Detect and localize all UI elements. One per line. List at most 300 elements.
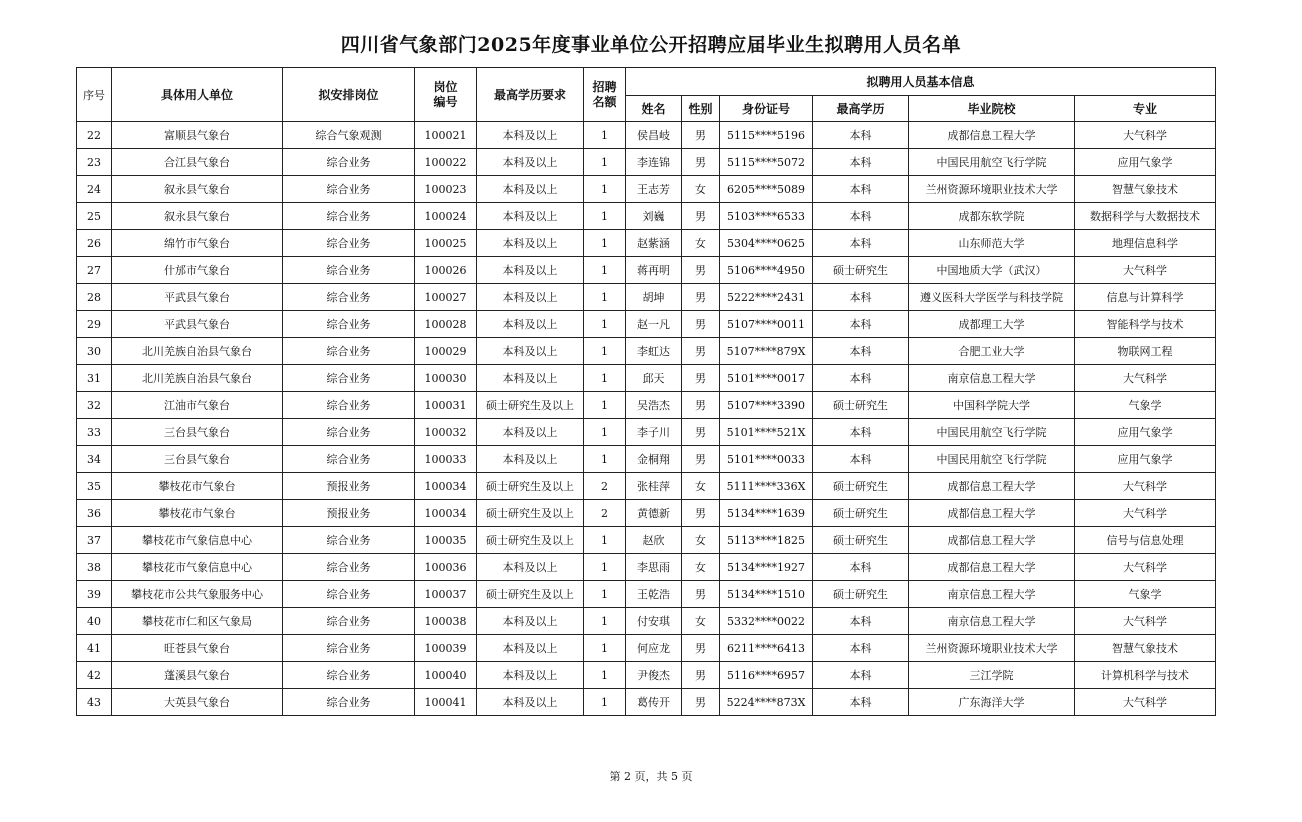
cell-unit: 攀枝花市气象台 — [112, 500, 283, 527]
cell-post: 综合业务 — [283, 635, 415, 662]
cell-name: 葛传开 — [626, 689, 682, 716]
cell-school: 成都信息工程大学 — [909, 554, 1075, 581]
cell-code: 100029 — [415, 338, 477, 365]
col-header-group-basic-info: 拟聘用人员基本信息 — [626, 68, 1216, 96]
cell-requirement: 本科及以上 — [477, 635, 584, 662]
cell-school: 中国科学院大学 — [909, 392, 1075, 419]
cell-major: 大气科学 — [1075, 608, 1216, 635]
cell-code: 100028 — [415, 311, 477, 338]
cell-requirement: 本科及以上 — [477, 446, 584, 473]
cell-education: 本科 — [813, 446, 909, 473]
table-row — [77, 419, 1216, 446]
cell-post: 综合业务 — [283, 257, 415, 284]
cell-school: 成都理工大学 — [909, 311, 1075, 338]
cell-no: 32 — [77, 392, 112, 419]
cell-name: 蒋再明 — [626, 257, 682, 284]
cell-major: 气象学 — [1075, 392, 1216, 419]
cell-id: 6205****5089 — [720, 176, 813, 203]
cell-major: 大气科学 — [1075, 122, 1216, 149]
cell-code: 100034 — [415, 473, 477, 500]
cell-post: 综合业务 — [283, 419, 415, 446]
cell-code: 100021 — [415, 122, 477, 149]
cell-school: 中国民用航空飞行学院 — [909, 419, 1075, 446]
table-row — [77, 338, 1216, 365]
cell-requirement: 硕士研究生及以上 — [477, 473, 584, 500]
cell-major: 计算机科学与技术 — [1075, 662, 1216, 689]
cell-school: 兰州资源环境职业技术大学 — [909, 635, 1075, 662]
cell-gender: 男 — [682, 635, 720, 662]
cell-id: 5134****1927 — [720, 554, 813, 581]
cell-requirement: 硕士研究生及以上 — [477, 392, 584, 419]
cell-education: 本科 — [813, 203, 909, 230]
cell-name: 张桂萍 — [626, 473, 682, 500]
cell-name: 胡坤 — [626, 284, 682, 311]
cell-id: 5222****2431 — [720, 284, 813, 311]
cell-major: 信息与计算科学 — [1075, 284, 1216, 311]
cell-education: 硕士研究生 — [813, 473, 909, 500]
col-header-requirement: 最高学历要求 — [477, 68, 584, 122]
cell-id: 6211****6413 — [720, 635, 813, 662]
cell-code: 100033 — [415, 446, 477, 473]
cell-code: 100037 — [415, 581, 477, 608]
cell-school: 中国民用航空飞行学院 — [909, 446, 1075, 473]
table-row — [77, 608, 1216, 635]
cell-id: 5103****6533 — [720, 203, 813, 230]
table-body — [77, 122, 1216, 716]
cell-unit: 平武县气象台 — [112, 284, 283, 311]
cell-education: 本科 — [813, 689, 909, 716]
cell-major: 数据科学与大数据技术 — [1075, 203, 1216, 230]
col-header-school: 毕业院校 — [909, 96, 1075, 122]
cell-code: 100041 — [415, 689, 477, 716]
cell-requirement: 本科及以上 — [477, 122, 584, 149]
cell-gender: 男 — [682, 500, 720, 527]
cell-no: 28 — [77, 284, 112, 311]
cell-unit: 三台县气象台 — [112, 446, 283, 473]
cell-id: 5106****4950 — [720, 257, 813, 284]
table-header — [77, 68, 1216, 122]
cell-post: 综合业务 — [283, 392, 415, 419]
cell-code: 100030 — [415, 365, 477, 392]
cell-name: 赵紫涵 — [626, 230, 682, 257]
col-header-code-line2: 编号 — [433, 94, 458, 109]
cell-name: 李虹达 — [626, 338, 682, 365]
cell-name: 何应龙 — [626, 635, 682, 662]
cell-id: 5113****1825 — [720, 527, 813, 554]
cell-quota: 2 — [584, 500, 626, 527]
cell-major: 气象学 — [1075, 581, 1216, 608]
cell-id: 5134****1510 — [720, 581, 813, 608]
cell-quota: 1 — [584, 284, 626, 311]
col-header-code-line1: 岗位 — [433, 79, 458, 94]
cell-education: 本科 — [813, 635, 909, 662]
cell-gender: 男 — [682, 392, 720, 419]
cell-gender: 男 — [682, 311, 720, 338]
cell-no: 23 — [77, 149, 112, 176]
cell-code: 100024 — [415, 203, 477, 230]
cell-major: 智能科学与技术 — [1075, 311, 1216, 338]
cell-requirement: 本科及以上 — [477, 662, 584, 689]
cell-education: 本科 — [813, 365, 909, 392]
cell-school: 中国地质大学（武汉） — [909, 257, 1075, 284]
cell-unit: 蓬溪县气象台 — [112, 662, 283, 689]
cell-gender: 男 — [682, 203, 720, 230]
cell-no: 30 — [77, 338, 112, 365]
col-header-no: 序号 — [77, 68, 112, 122]
table-row — [77, 500, 1216, 527]
col-header-quota-line1: 招聘 — [592, 79, 617, 94]
cell-education: 本科 — [813, 230, 909, 257]
cell-education: 本科 — [813, 554, 909, 581]
cell-requirement: 本科及以上 — [477, 230, 584, 257]
cell-requirement: 本科及以上 — [477, 554, 584, 581]
cell-quota: 1 — [584, 581, 626, 608]
cell-major: 大气科学 — [1075, 473, 1216, 500]
cell-education: 硕士研究生 — [813, 257, 909, 284]
cell-unit: 攀枝花市气象台 — [112, 473, 283, 500]
cell-requirement: 本科及以上 — [477, 608, 584, 635]
cell-gender: 男 — [682, 689, 720, 716]
cell-id: 5101****521X — [720, 419, 813, 446]
cell-code: 100038 — [415, 608, 477, 635]
cell-gender: 男 — [682, 338, 720, 365]
cell-quota: 1 — [584, 365, 626, 392]
cell-name: 吴浩杰 — [626, 392, 682, 419]
cell-gender: 女 — [682, 473, 720, 500]
cell-no: 39 — [77, 581, 112, 608]
cell-school: 成都信息工程大学 — [909, 527, 1075, 554]
cell-no: 22 — [77, 122, 112, 149]
cell-unit: 合江县气象台 — [112, 149, 283, 176]
cell-school: 山东师范大学 — [909, 230, 1075, 257]
cell-no: 24 — [77, 176, 112, 203]
cell-code: 100034 — [415, 500, 477, 527]
table-row — [77, 311, 1216, 338]
cell-post: 综合业务 — [283, 311, 415, 338]
col-header-gender: 性别 — [682, 96, 720, 122]
cell-major: 地理信息科学 — [1075, 230, 1216, 257]
cell-gender: 男 — [682, 581, 720, 608]
cell-post: 预报业务 — [283, 500, 415, 527]
cell-requirement: 本科及以上 — [477, 311, 584, 338]
cell-gender: 男 — [682, 284, 720, 311]
table-row — [77, 635, 1216, 662]
cell-id: 5101****0033 — [720, 446, 813, 473]
cell-gender: 男 — [682, 257, 720, 284]
cell-no: 34 — [77, 446, 112, 473]
page-footer: 第 2 页，共 5 页 — [609, 770, 693, 783]
cell-name: 尹俊杰 — [626, 662, 682, 689]
cell-major: 大气科学 — [1075, 554, 1216, 581]
cell-quota: 1 — [584, 176, 626, 203]
cell-no: 31 — [77, 365, 112, 392]
cell-quota: 1 — [584, 203, 626, 230]
cell-id: 5134****1639 — [720, 500, 813, 527]
cell-quota: 1 — [584, 257, 626, 284]
cell-major: 智慧气象技术 — [1075, 176, 1216, 203]
table-row — [77, 473, 1216, 500]
cell-quota: 1 — [584, 662, 626, 689]
cell-quota: 1 — [584, 608, 626, 635]
cell-code: 100022 — [415, 149, 477, 176]
cell-unit: 攀枝花市公共气象服务中心 — [112, 581, 283, 608]
cell-post: 综合业务 — [283, 338, 415, 365]
cell-major: 大气科学 — [1075, 257, 1216, 284]
cell-school: 合肥工业大学 — [909, 338, 1075, 365]
cell-school: 南京信息工程大学 — [909, 365, 1075, 392]
cell-quota: 1 — [584, 554, 626, 581]
cell-no: 35 — [77, 473, 112, 500]
cell-no: 27 — [77, 257, 112, 284]
table-row — [77, 446, 1216, 473]
col-header-quota — [584, 68, 626, 122]
cell-name: 金桐翔 — [626, 446, 682, 473]
cell-major: 大气科学 — [1075, 500, 1216, 527]
document-title: 四川省气象部门2025年度事业单位公开招聘应届毕业生拟聘用人员名单 — [340, 34, 962, 56]
cell-requirement: 硕士研究生及以上 — [477, 500, 584, 527]
cell-quota: 1 — [584, 527, 626, 554]
table-row — [77, 122, 1216, 149]
table-row — [77, 581, 1216, 608]
table-row — [77, 689, 1216, 716]
cell-post: 综合业务 — [283, 176, 415, 203]
cell-gender: 女 — [682, 527, 720, 554]
cell-unit: 平武县气象台 — [112, 311, 283, 338]
cell-id: 5107****0011 — [720, 311, 813, 338]
cell-unit: 江油市气象台 — [112, 392, 283, 419]
cell-major: 智慧气象技术 — [1075, 635, 1216, 662]
cell-quota: 1 — [584, 149, 626, 176]
hiring-list-table — [76, 67, 1216, 716]
cell-post: 综合业务 — [283, 203, 415, 230]
cell-name: 邱天 — [626, 365, 682, 392]
cell-requirement: 本科及以上 — [477, 203, 584, 230]
cell-post: 综合业务 — [283, 149, 415, 176]
cell-no: 29 — [77, 311, 112, 338]
cell-gender: 女 — [682, 608, 720, 635]
cell-quota: 1 — [584, 311, 626, 338]
table-row — [77, 392, 1216, 419]
cell-major: 大气科学 — [1075, 689, 1216, 716]
cell-no: 38 — [77, 554, 112, 581]
col-header-quota-line2: 名额 — [592, 94, 617, 109]
cell-school: 中国民用航空飞行学院 — [909, 149, 1075, 176]
cell-major: 大气科学 — [1075, 365, 1216, 392]
table-row — [77, 257, 1216, 284]
cell-quota: 1 — [584, 122, 626, 149]
cell-school: 南京信息工程大学 — [909, 581, 1075, 608]
cell-name: 刘巍 — [626, 203, 682, 230]
table-row — [77, 176, 1216, 203]
cell-post: 综合业务 — [283, 527, 415, 554]
cell-gender: 男 — [682, 122, 720, 149]
cell-unit: 三台县气象台 — [112, 419, 283, 446]
cell-unit: 北川羌族自治县气象台 — [112, 365, 283, 392]
table-row — [77, 203, 1216, 230]
cell-unit: 攀枝花市仁和区气象局 — [112, 608, 283, 635]
cell-major: 应用气象学 — [1075, 446, 1216, 473]
cell-name: 付安琪 — [626, 608, 682, 635]
cell-education: 硕士研究生 — [813, 392, 909, 419]
cell-gender: 男 — [682, 365, 720, 392]
cell-gender: 男 — [682, 446, 720, 473]
cell-requirement: 本科及以上 — [477, 149, 584, 176]
cell-post: 综合业务 — [283, 230, 415, 257]
cell-quota: 1 — [584, 419, 626, 446]
table-row — [77, 149, 1216, 176]
col-header-code — [415, 68, 477, 122]
table-row — [77, 527, 1216, 554]
cell-id: 5332****0022 — [720, 608, 813, 635]
cell-name: 王志芳 — [626, 176, 682, 203]
cell-code: 100031 — [415, 392, 477, 419]
cell-requirement: 硕士研究生及以上 — [477, 527, 584, 554]
cell-unit: 北川羌族自治县气象台 — [112, 338, 283, 365]
cell-code: 100023 — [415, 176, 477, 203]
col-header-post: 拟安排岗位 — [283, 68, 415, 122]
cell-education: 本科 — [813, 122, 909, 149]
cell-no: 40 — [77, 608, 112, 635]
cell-name: 黄德新 — [626, 500, 682, 527]
cell-school: 南京信息工程大学 — [909, 608, 1075, 635]
cell-requirement: 本科及以上 — [477, 338, 584, 365]
cell-school: 三江学院 — [909, 662, 1075, 689]
col-header-name: 姓名 — [626, 96, 682, 122]
cell-name: 王乾浩 — [626, 581, 682, 608]
cell-school: 成都信息工程大学 — [909, 500, 1075, 527]
cell-quota: 1 — [584, 230, 626, 257]
col-header-education: 最高学历 — [813, 96, 909, 122]
col-header-major: 专业 — [1075, 96, 1216, 122]
table-row — [77, 554, 1216, 581]
cell-school: 遵义医科大学医学与科技学院 — [909, 284, 1075, 311]
cell-gender: 女 — [682, 176, 720, 203]
cell-education: 本科 — [813, 338, 909, 365]
cell-quota: 1 — [584, 689, 626, 716]
cell-unit: 攀枝花市气象信息中心 — [112, 527, 283, 554]
table-row — [77, 230, 1216, 257]
cell-quota: 1 — [584, 635, 626, 662]
cell-id: 5111****336X — [720, 473, 813, 500]
cell-unit: 绵竹市气象台 — [112, 230, 283, 257]
cell-id: 5115****5072 — [720, 149, 813, 176]
cell-major: 信号与信息处理 — [1075, 527, 1216, 554]
cell-name: 李思雨 — [626, 554, 682, 581]
cell-major: 物联网工程 — [1075, 338, 1216, 365]
cell-post: 预报业务 — [283, 473, 415, 500]
cell-post: 综合业务 — [283, 689, 415, 716]
cell-education: 本科 — [813, 419, 909, 446]
cell-post: 综合业务 — [283, 446, 415, 473]
cell-post: 综合业务 — [283, 365, 415, 392]
cell-name: 赵一凡 — [626, 311, 682, 338]
cell-name: 李子川 — [626, 419, 682, 446]
cell-quota: 2 — [584, 473, 626, 500]
cell-post: 综合业务 — [283, 284, 415, 311]
cell-education: 硕士研究生 — [813, 581, 909, 608]
cell-post: 综合业务 — [283, 608, 415, 635]
cell-education: 硕士研究生 — [813, 527, 909, 554]
cell-no: 42 — [77, 662, 112, 689]
cell-unit: 叙永县气象台 — [112, 176, 283, 203]
cell-id: 5115****5196 — [720, 122, 813, 149]
cell-no: 26 — [77, 230, 112, 257]
cell-id: 5101****0017 — [720, 365, 813, 392]
cell-education: 本科 — [813, 608, 909, 635]
cell-post: 综合业务 — [283, 554, 415, 581]
cell-code: 100027 — [415, 284, 477, 311]
cell-gender: 女 — [682, 230, 720, 257]
cell-school: 成都信息工程大学 — [909, 122, 1075, 149]
cell-gender: 男 — [682, 662, 720, 689]
cell-code: 100040 — [415, 662, 477, 689]
cell-unit: 富顺县气象台 — [112, 122, 283, 149]
cell-major: 应用气象学 — [1075, 419, 1216, 446]
cell-education: 硕士研究生 — [813, 500, 909, 527]
cell-requirement: 本科及以上 — [477, 419, 584, 446]
cell-unit: 叙永县气象台 — [112, 203, 283, 230]
cell-code: 100032 — [415, 419, 477, 446]
table-row — [77, 365, 1216, 392]
cell-post: 综合气象观测 — [283, 122, 415, 149]
cell-major: 应用气象学 — [1075, 149, 1216, 176]
cell-education: 本科 — [813, 662, 909, 689]
cell-education: 本科 — [813, 311, 909, 338]
cell-code: 100039 — [415, 635, 477, 662]
cell-no: 37 — [77, 527, 112, 554]
cell-education: 本科 — [813, 149, 909, 176]
cell-requirement: 硕士研究生及以上 — [477, 581, 584, 608]
cell-requirement: 本科及以上 — [477, 365, 584, 392]
cell-no: 41 — [77, 635, 112, 662]
cell-education: 本科 — [813, 284, 909, 311]
col-header-id: 身份证号 — [720, 96, 813, 122]
cell-no: 43 — [77, 689, 112, 716]
cell-school: 成都信息工程大学 — [909, 473, 1075, 500]
cell-gender: 男 — [682, 149, 720, 176]
cell-id: 5107****879X — [720, 338, 813, 365]
cell-unit: 什邡市气象台 — [112, 257, 283, 284]
cell-gender: 男 — [682, 419, 720, 446]
cell-name: 李连锦 — [626, 149, 682, 176]
cell-requirement: 本科及以上 — [477, 176, 584, 203]
cell-school: 兰州资源环境职业技术大学 — [909, 176, 1075, 203]
cell-no: 25 — [77, 203, 112, 230]
cell-no: 36 — [77, 500, 112, 527]
cell-requirement: 本科及以上 — [477, 689, 584, 716]
cell-code: 100025 — [415, 230, 477, 257]
cell-code: 100026 — [415, 257, 477, 284]
cell-school: 成都东软学院 — [909, 203, 1075, 230]
cell-id: 5107****3390 — [720, 392, 813, 419]
cell-education: 本科 — [813, 176, 909, 203]
cell-quota: 1 — [584, 392, 626, 419]
cell-quota: 1 — [584, 338, 626, 365]
cell-code: 100035 — [415, 527, 477, 554]
cell-quota: 1 — [584, 446, 626, 473]
cell-id: 5224****873X — [720, 689, 813, 716]
cell-gender: 女 — [682, 554, 720, 581]
cell-unit: 旺苍县气象台 — [112, 635, 283, 662]
cell-id: 5304****0625 — [720, 230, 813, 257]
cell-code: 100036 — [415, 554, 477, 581]
cell-unit: 攀枝花市气象信息中心 — [112, 554, 283, 581]
cell-no: 33 — [77, 419, 112, 446]
cell-post: 综合业务 — [283, 581, 415, 608]
cell-school: 广东海洋大学 — [909, 689, 1075, 716]
cell-requirement: 本科及以上 — [477, 284, 584, 311]
cell-requirement: 本科及以上 — [477, 257, 584, 284]
